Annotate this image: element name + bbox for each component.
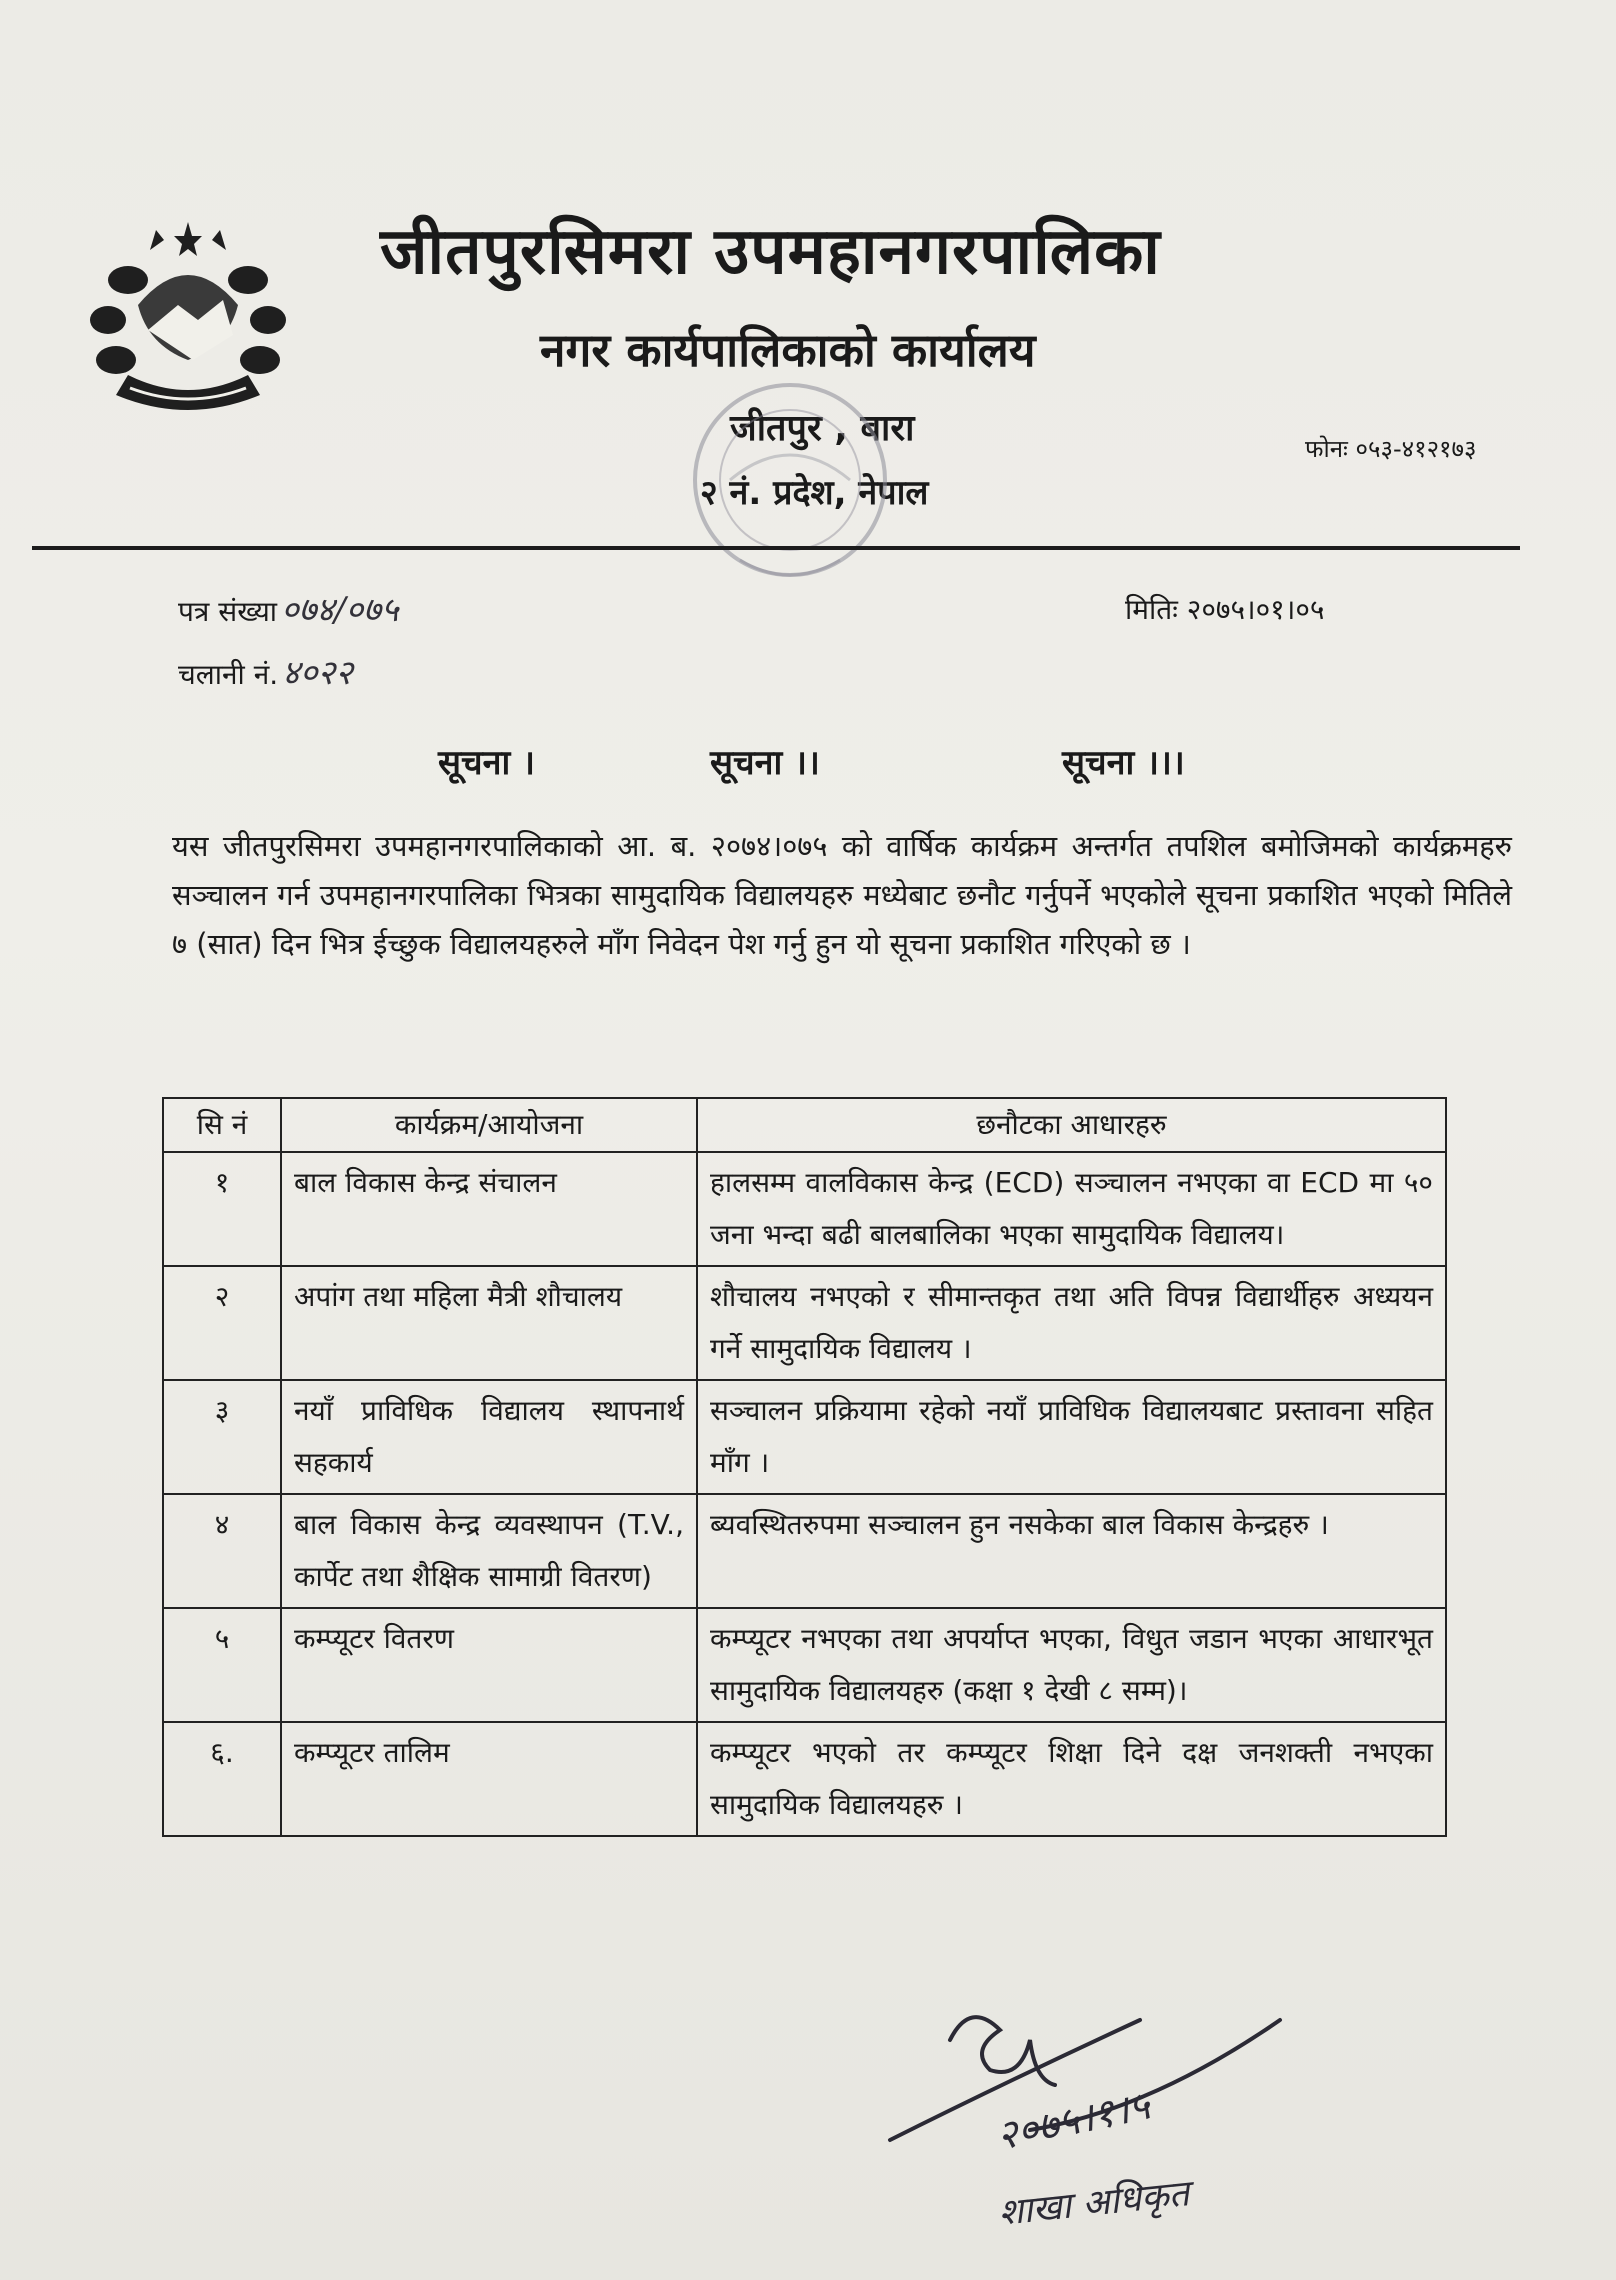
letter-date: मितिः २०७५।०१।०५ bbox=[1125, 593, 1325, 626]
table-row bbox=[163, 1494, 1446, 1608]
row-sn: ६. bbox=[163, 1722, 281, 1836]
row-criteria: शौचालय नभएको र सीमान्तकृत तथा अति विपन्न विद्यार्थीहरु अध्ययन गर्ने सामुदायिक विद्यालय । bbox=[697, 1266, 1446, 1380]
letter-number-label: पत्र संख्या bbox=[178, 595, 278, 628]
row-program: बाल विकास केन्द्र व्यवस्थापन (T.V., कार्पेट तथा शैक्षिक सामाग्री वितरण) bbox=[281, 1494, 697, 1608]
row-criteria: कम्प्यूटर नभएका तथा अपर्याप्त भएका, विधुत जडान भएका आधारभूत सामुदायिक विद्यालयहरु (कक्षा १ देखी ८ सम्म)। bbox=[697, 1608, 1446, 1722]
dispatch-number-value: ४०२२ bbox=[282, 653, 353, 693]
row-sn: २ bbox=[163, 1266, 281, 1380]
letter-number bbox=[178, 585, 399, 631]
row-program: कम्प्यूटर तालिम bbox=[281, 1722, 697, 1836]
table-row bbox=[163, 1380, 1446, 1494]
dispatch-number-label: चलानी नं. bbox=[178, 658, 279, 691]
program-table bbox=[162, 1097, 1447, 1837]
letter-number-value: ०७४/०७५ bbox=[281, 590, 399, 630]
table-row bbox=[163, 1152, 1446, 1266]
table-header-row bbox=[163, 1098, 1446, 1152]
header-divider bbox=[32, 546, 1520, 550]
office-province: २ नं. प्रदेश, नेपाल bbox=[700, 473, 929, 513]
dispatch-number bbox=[178, 648, 353, 694]
row-sn: ३ bbox=[163, 1380, 281, 1494]
row-sn: ४ bbox=[163, 1494, 281, 1608]
notice-heading-1: सूचना । bbox=[438, 743, 535, 783]
nepal-government-emblem-icon bbox=[68, 210, 308, 420]
office-seal-stamp-icon bbox=[670, 360, 910, 620]
signature bbox=[880, 1980, 1300, 2250]
row-criteria: ब्यवस्थितरुपमा सञ्चालन हुन नसकेका बाल विकास केन्द्रहरु । bbox=[697, 1494, 1446, 1608]
notice-body: यस जीतपुरसिमरा उपमहानगरपालिकाको आ. ब. २०७४।०७५ को वार्षिक कार्यक्रम अन्तर्गत तपशिल बमोजिमको कार्यक्रमहरु सञ्चालन गर्न उपमहानगरपालिका भित्रका सामुदायिक विद्यालयहरु मध्येबाट छनौट गर्नुपर्ने भएकोले सूचना प्रकाशित भएको मितिले ७ (सात) दिन भित्र ईच्छुक विद्यालयहरुले माँग निवेदन पेश गर्नु हुन यो सूचना प्रकाशित गरिएको छ । bbox=[172, 829, 1512, 961]
row-criteria: हालसम्म वालविकास केन्द्र (ECD) सञ्चालन नभएका वा ECD मा ५० जना भन्दा बढी बालबालिका भएका सामुदायिक विद्यालय। bbox=[697, 1152, 1446, 1266]
notice-heading-3: सूचना ।।। bbox=[1062, 743, 1185, 783]
table-row bbox=[163, 1266, 1446, 1380]
table-row bbox=[163, 1608, 1446, 1722]
row-program: बाल विकास केन्द्र संचालन bbox=[281, 1152, 697, 1266]
signature-title: शाखा अधिकृत bbox=[996, 2173, 1192, 2234]
column-header-program: कार्यक्रम/आयोजना bbox=[281, 1098, 697, 1152]
table-row bbox=[163, 1722, 1446, 1836]
office-location: जीतपुर , बारा bbox=[730, 408, 915, 449]
column-header-criteria: छनौटका आधारहरु bbox=[697, 1098, 1446, 1152]
row-criteria: सञ्चालन प्रक्रियामा रहेको नयाँ प्राविधिक विद्यालयबाट प्रस्तावना सहित माँग । bbox=[697, 1380, 1446, 1494]
row-sn: १ bbox=[163, 1152, 281, 1266]
office-name: नगर कार्यपालिकाको कार्यालय bbox=[540, 323, 1036, 377]
signature-date: २०७५।१।५ bbox=[992, 2082, 1154, 2160]
org-name: जीतपुरसिमरा उपमहानगरपालिका bbox=[380, 215, 1161, 289]
row-criteria: कम्प्यूटर भएको तर कम्प्यूटर शिक्षा दिने दक्ष जनशक्ती नभएका सामुदायिक विद्यालयहरु । bbox=[697, 1722, 1446, 1836]
column-header-sn: सि नं bbox=[163, 1098, 281, 1152]
row-sn: ५ bbox=[163, 1608, 281, 1722]
row-program: नयाँ प्राविधिक विद्यालय स्थापनार्थ सहकार्य bbox=[281, 1380, 697, 1494]
notice-heading-2: सूचना ।। bbox=[710, 743, 820, 783]
office-phone: फोनः ०५३-४१२१७३ bbox=[1305, 435, 1477, 463]
row-program: अपांग तथा महिला मैत्री शौचालय bbox=[281, 1266, 697, 1380]
row-program: कम्प्यूटर वितरण bbox=[281, 1608, 697, 1722]
